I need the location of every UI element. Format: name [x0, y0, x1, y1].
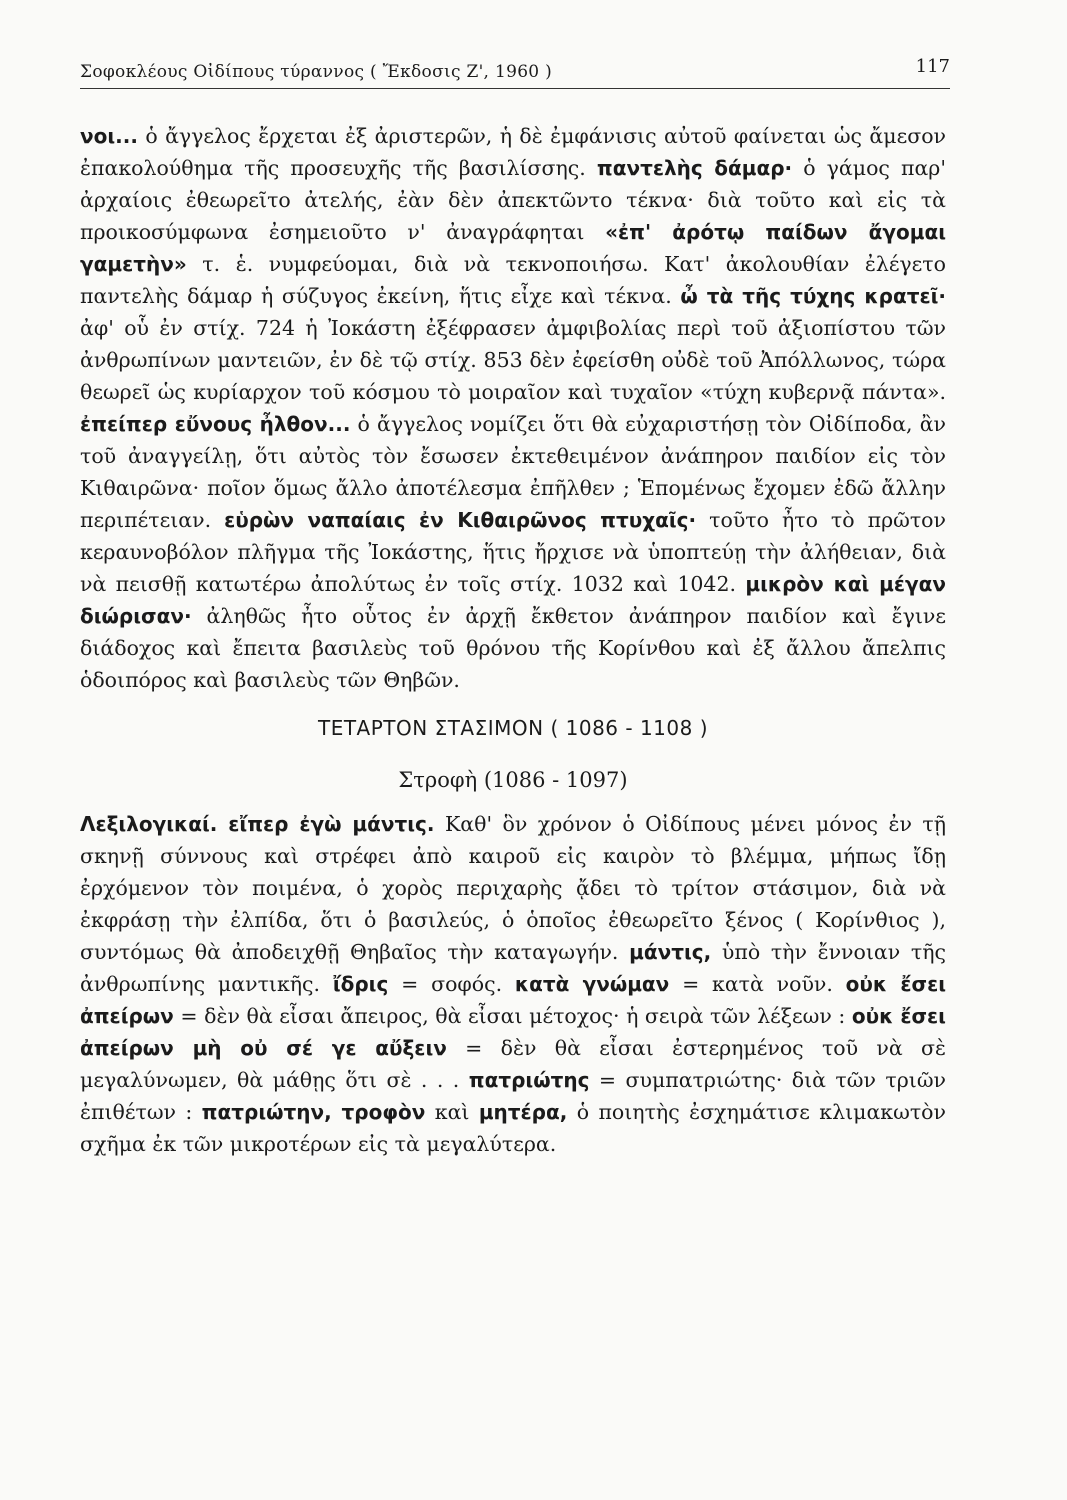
bold-lemma: νοι...: [80, 124, 138, 148]
text-run: ὁ ἄγγελος ἔρχεται ἐξ ἀριστερῶν, ἡ δὲ ἐμφάνισις αὐτοῦ φαίνεται ὡς ἄμεσον ἐπακολούθημα τῆς προσευχῆς τῆς βασιλίσσης.: [80, 124, 946, 180]
bold-lemma: παντελὴς δάμαρ·: [596, 156, 793, 180]
bold-lemma: οὐκ ἔσει ἀπείρων: [80, 972, 946, 1028]
text-run: = δὲν θὰ εἶσαι ἄπειρος, θὰ εἶσαι μέτοχος· ἡ σειρὰ τῶν λέξεων :: [173, 1004, 852, 1028]
text-run: = δὲν θὰ εἶσαι ἐστερημένος τοῦ νὰ σὲ μεγαλύνωμεν, θὰ μάθῃς ὅτι σὲ . . .: [80, 1036, 947, 1092]
page-number: 117: [915, 56, 950, 77]
text-run: Καθ' ὃν χρόνον ὁ Οἰδίπους μένει μόνος ἐν τῇ σκηνῇ σύννους καὶ στρέφει ἀπὸ καιροῦ εἰς καιρὸν τὸ βλέμμα, μήπως ἴδῃ ἐρχόμενον τὸν ποιμένα, ὁ χορὸς περιχαρὴς ᾄδει τὸ τρίτον στάσιμον, διὰ νὰ ἐκφράσῃ τὴν ἐλπίδα, ὅτι ὁ βασιλεύς, ὁ ὁποῖος ἐθεωρεῖτο ξένος ( Κορίνθιος ), συντόμως θὰ ἀποδειχθῇ Θηβαῖος τὴν καταγωγήν.: [80, 812, 946, 964]
bold-lemma: ἐπείπερ εὔνους ἦλθον...: [80, 412, 351, 436]
text-run: ἀληθῶς ἦτο οὗτος ἐν ἀρχῇ ἔκθετον ἀνάπηρον παιδίον καὶ ἔγινε διάδοχος καὶ ἔπειτα βασιλεὺς τοῦ θρόνου τῆς Κορίνθου καὶ ἐξ ἄλλου ἄπελπις ὁδοιπόρος καὶ βασιλεὺς τῶν Θηβῶν.: [80, 604, 946, 692]
bold-lemma: κατὰ γνώμαν: [514, 972, 670, 996]
text-run: τοῦτο ἦτο τὸ πρῶτον κεραυνοβόλον πλῆγμα τῆς Ἰοκάστης, ἥτις ἤρχισε νὰ ὑποπτεύῃ τὴν ἀλήθειαν, διὰ νὰ πεισθῇ κατωτέρω ἀπολύτως ἐν τοῖς στίχ. 1032 καὶ 1042.: [80, 508, 946, 596]
bold-lemma: πατριώτην, τροφὸν: [201, 1100, 426, 1124]
text-run: καὶ: [425, 1100, 479, 1124]
bold-lemma: οὐκ ἔσει ἀπείρων μὴ οὐ σέ γε αὔξειν: [80, 1004, 946, 1060]
text-run: ἀφ' οὗ ἐν στίχ. 724 ἡ Ἰοκάστη ἐξέφρασεν ἀμφιβολίας περὶ τοῦ ἀξιοπίστου τῶν ἀνθρωπίνων μαντειῶν, ἐν δὲ τῷ στίχ. 853 δὲν ἐφείσθη οὐδὲ τοῦ Ἀπόλλωνος, τώρα θεωρεῖ ὡς κυρίαρχον τοῦ κόσμου τὸ μοιραῖον καὶ τυχαῖον «τύχη κυβερνᾷ πάντα».: [80, 316, 946, 404]
text-run: ὁ ποιητὴς ἐσχημάτισε κλιμακωτὸν σχῆμα ἐκ τῶν μικροτέρων εἰς τὰ μεγαλύτερα.: [80, 1100, 946, 1156]
bold-lemma: ἴδρις: [332, 972, 389, 996]
section-heading: ΤΕΤΑΡΤΟΝ ΣΤΑΣΙΜΟΝ ( 1086 - 1108 ): [317, 716, 709, 740]
bold-lemma: μητέρα,: [478, 1100, 568, 1124]
commentary-paragraph: [80, 120, 946, 696]
bold-lemma: εὑρὼν ναπαίαις ἐν Κιθαιρῶνος πτυχαῖς·: [224, 508, 697, 532]
text-run: ὁ ἄγγελος νομίζει ὅτι θὰ εὐχαριστήσῃ τὸν Οἰδίποδα, ἂν τοῦ ἀναγγείλῃ, ὅτι αὐτὸς τὸν ἔσωσεν ἐκτεθειμένον ἀνάπηρον παιδίον εἰς τὸν Κιθαιρῶνα· ποῖον ὅμως ἄλλο ἀποτέλεσμα ἐπῆλθεν ; Ἑπομένως ἔχομεν ἐδῶ ἄλλην περιπέτειαν.: [80, 412, 946, 532]
bold-lemma: πατριώτης: [468, 1068, 590, 1092]
bold-lemma: ὦ τὰ τῆς τύχης κρατεῖ·: [680, 284, 946, 308]
text-run: ὑπὸ τὴν ἔννοιαν τῆς ἀνθρωπίνης μαντικῆς.: [80, 940, 946, 996]
text-run: = σοφός.: [388, 972, 515, 996]
strophe-heading: Στροφὴ (1086 - 1097): [398, 768, 628, 792]
running-header: [80, 48, 950, 89]
page-body: [80, 120, 946, 1160]
bold-lemma: μικρὸν καὶ μέγαν διώρισαν·: [80, 572, 947, 628]
header-title: Σοφοκλέους Οἰδίπους τύραννος ( Ἔκδοσις Ζ', 1960 ): [80, 62, 553, 82]
text-run: ὁ γάμος παρ' ἀρχαίοις ἐθεωρεῖτο ἀτελής, ἐὰν δὲν ἀπεκτῶντο τέκνα· διὰ τοῦτο καὶ εἰς τὰ προικοσύμφωνα ἐσημειοῦτο ν' ἀναγράφηται: [80, 156, 946, 244]
bold-lemma: Λεξιλογικαί. εἴπερ ἐγὼ μάντις.: [80, 812, 435, 836]
text-run: = κατὰ νοῦν.: [669, 972, 846, 996]
bold-lemma: μάντις,: [629, 940, 712, 964]
bold-lemma: «ἐπ' ἀρότῳ παίδων ἄγομαι γαμετὴν»: [80, 220, 947, 276]
text-run: τ. ἑ. νυμφεύομαι, διὰ νὰ τεκνοποιήσω. Κατ' ἀκολουθίαν ἐλέγετο παντελὴς δάμαρ ἡ σύζυγος ἐκείνη, ἥτις εἶχε καὶ τέκνα.: [80, 252, 946, 308]
text-run: = συμπατριώτης· διὰ τῶν τριῶν ἐπιθέτων :: [80, 1068, 946, 1124]
lexical-paragraph: [80, 808, 946, 1160]
